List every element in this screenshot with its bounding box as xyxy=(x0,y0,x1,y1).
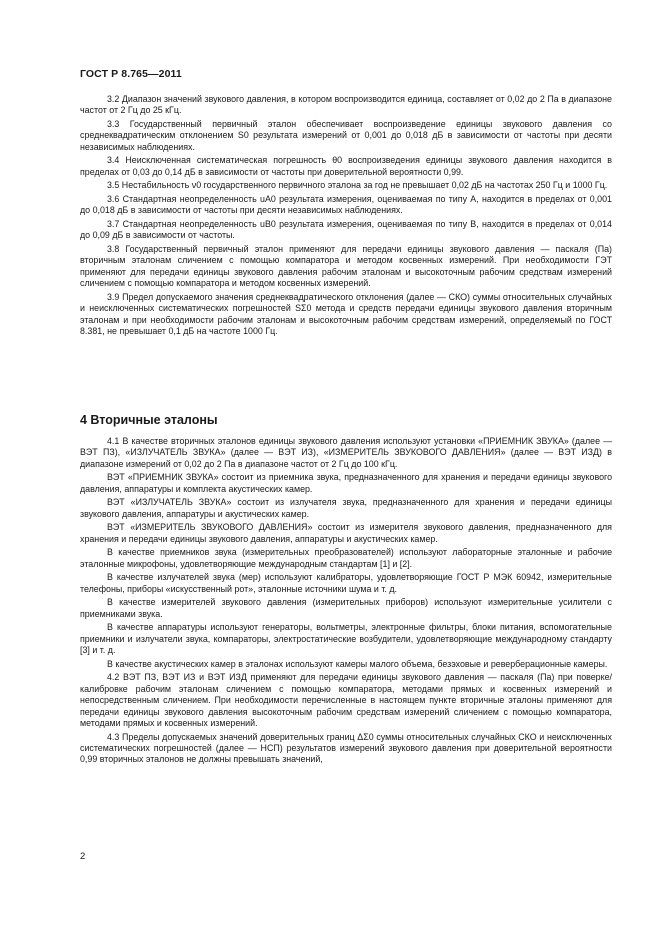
paragraph-3-8: 3.8 Государственный первичный эталон применяют для передачи единицы звукового давления — паскаля (Па) вторичным эталонам сличением с помощью компаратора и методом косвенных измерений. При необходимости ГЭТ применяют для передачи единицы звукового давления рабочим эталонам и высокоточным рабочим средствам измерений сличением с помощью компаратора и методом косвенных измерений. xyxy=(80,244,612,289)
paragraph-4-2: 4.2 ВЭТ ПЗ, ВЭТ ИЗ и ВЭТ ИЗД применяют для передачи единицы звукового давления — паскаля (Па) при поверке/калибровке рабочим эталонам сличением с помощью компаратора, методами прямых и косвенных измерений и непосредственным сличением. При необходимости перечисленные в настоящем пункте вторичные эталоны применяют для передачи единицы звукового давления высокоточным рабочим средствам измерений сличением с помощью компаратора, методами прямых и косвенных измерений. xyxy=(80,672,612,729)
paragraph-3-3: 3.3 Государственный первичный эталон обеспечивает воспроизведение единицы звукового давления со среднеквадратическим отклонением S0 результата измерений от 0,001 до 0,018 дБ в зависимости от частоты при десяти независимых наблюдениях. xyxy=(80,119,612,152)
page-number: 2 xyxy=(80,851,86,862)
paragraph-vet-izd: ВЭТ «ИЗМЕРИТЕЛЬ ЗВУКОВОГО ДАВЛЕНИЯ» состоит из измерителя звукового давления, предназначенного для хранения и передачи единицы звукового давления, аппаратуры и акустических камер. xyxy=(80,522,612,544)
paragraph-3-9: 3.9 Предел допускаемого значения среднеквадратического отклонения (далее — СКО) суммы относительных случайных и неисключенных систематических погрешностей SΣ0 метода и средств передачи единицы звукового давления вторичным эталонам и при необходимости рабочим эталонам и высокоточным рабочим средствам измерений, определяемый по ГОСТ 8.381, не превышает 0,1 дБ на частоте 1000 Гц. xyxy=(80,291,612,337)
paragraph-receivers: В качестве приемников звука (измерительных преобразователей) используют лабораторные эталонные и рабочие эталонные микрофоны, удовлетворяющие международным стандартам [1] и [2]. xyxy=(80,547,612,569)
paragraph-vet-iz: ВЭТ «ИЗЛУЧАТЕЛЬ ЗВУКА» состоит из излучателя звука, предназначенного для хранения и передачи единицы звукового давления, аппаратуры и акустических камер. xyxy=(80,497,612,519)
paragraph-3-2: 3.2 Диапазон значений звукового давления, в котором воспроизводится единица, составляет от 0,02 до 2 Па в диапазоне частот от 2 Гц до 25 кГц. xyxy=(80,94,612,116)
section-4-title: 4 Вторичные эталоны xyxy=(80,413,218,427)
paragraph-equipment: В качестве аппаратуры используют генераторы, вольтметры, электронные фильтры, блоки питания, вспомогательные приемники и излучатели звука, компараторы, электростатические возбудители, удовлетворяющие международному стандарту [3] и т. д. xyxy=(80,622,612,656)
paragraph-4-3: 4.3 Пределы допускаемых значений доверительных границ ΔΣ0 суммы относительных случайных СКО и неисключенных систематических погрешностей (далее — НСП) результатов измерений звукового давления при доверительной вероятности 0,99 вторичных эталонов не должны превышать значений, xyxy=(80,731,612,765)
paragraph-3-4: 3.4 Неисключенная систематическая погрешность θ0 воспроизведения единицы звукового давления находится в пределах от 0,03 до 0,14 дБ в зависимости от частоты при доверительной вероятности 0,99. xyxy=(80,155,612,177)
paragraph-chambers: В качестве акустических камер в эталонах используют камеры малого объема, безэховые и реверберационные камеры. xyxy=(107,658,608,669)
paragraph-3-5: 3.5 Нестабильность ν0 государственного первичного эталона за год не превышает 0,02 дБ на частотах 250 Гц и 1000 Гц. xyxy=(107,180,608,191)
paragraph-vet-pz: ВЭТ «ПРИЕМНИК ЗВУКА» состоит из приемника звука, предназначенного для хранения и передачи единицы звукового давления, аппаратуры и комплекта акустических камер. xyxy=(80,472,612,494)
section-4-body xyxy=(80,436,612,768)
paragraph-4-1: 4.1 В качестве вторичных эталонов единицы звукового давления используют установки «ПРИЕМНИК ЗВУКА» (далее — ВЭТ ПЗ), «ИЗЛУЧАТЕЛЬ ЗВУКА» (далее — ВЭТ ИЗ), «ИЗМЕРИТЕЛЬ ЗВУКОВОГО ДАВЛЕНИЯ» (далее — ВЭТ ИЗД) в диапазоне измерений от 0,02 до 2 Па в диапазоне частот от 2 Гц до 100 кГц. xyxy=(80,436,612,469)
paragraph-meters: В качестве измерителей звукового давления (измерительных приборов) используют измерительные усилители с приемниками звука. xyxy=(80,597,612,619)
section-3-body xyxy=(80,94,612,340)
document-header: ГОСТ Р 8.765—2011 xyxy=(80,68,182,80)
paragraph-emitters: В качестве излучателей звука (мер) используют калибраторы, удовлетворяющие ГОСТ Р МЭК 60942, измерительные телефоны, приборы «искусственный рот», эталонные источники шума и т. д. xyxy=(80,572,612,594)
paragraph-3-6: 3.6 Стандартная неопределенность uA0 результата измерения, оцениваемая по типу А, находится в пределах от 0,001 до 0,018 дБ в зависимости от частоты при десяти независимых наблюдениях. xyxy=(80,194,612,216)
paragraph-3-7: 3.7 Стандартная неопределенность uB0 результата измерения, оцениваемая по типу В, находится в пределах от 0,014 до 0,09 дБ в зависимости от частоты. xyxy=(80,219,612,241)
